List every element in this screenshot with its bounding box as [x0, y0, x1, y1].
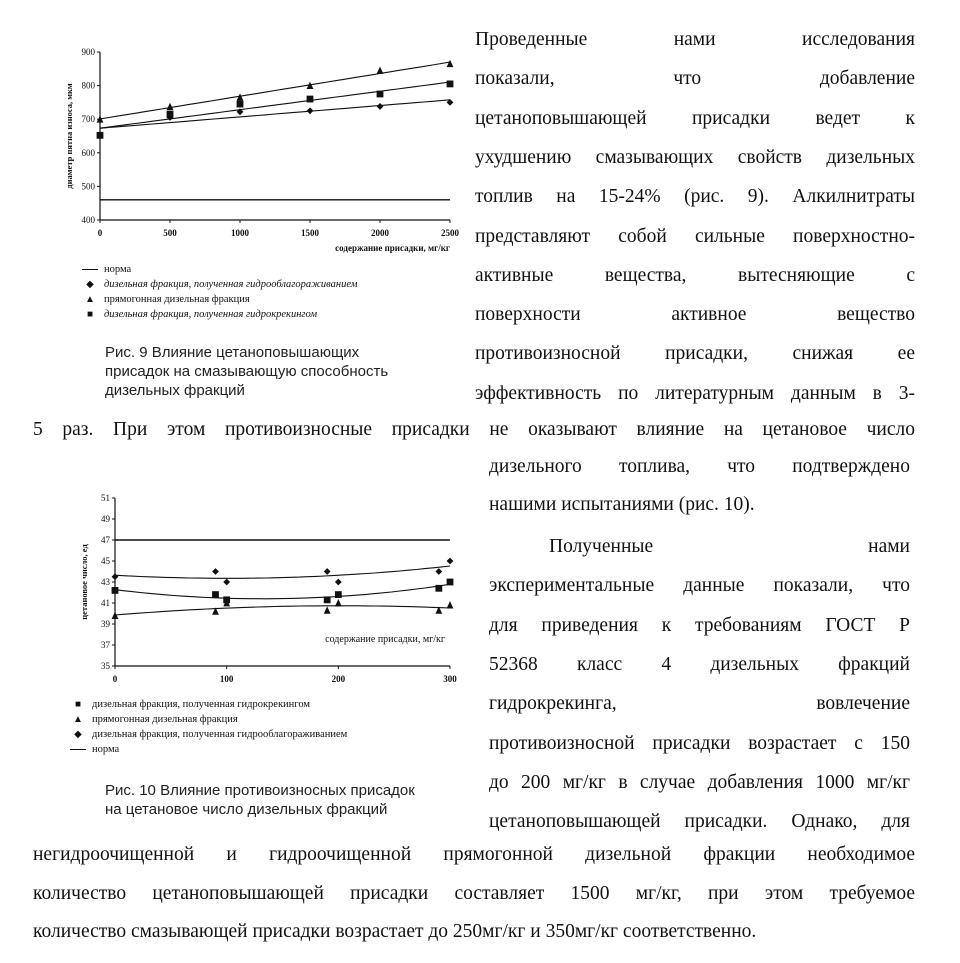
legend-marker-icon: ◆ [86, 279, 94, 290]
fig9-trend-line [100, 62, 450, 119]
fig9-trend-line [100, 82, 450, 128]
text-line: представляют собой сильные поверхностно- [475, 225, 915, 247]
fig9-y-tick-label: 900 [81, 47, 95, 57]
fig10-trend-line [115, 566, 450, 578]
fig9-legend-item [82, 307, 357, 322]
legend-label: прямогонная дизельная фракция [104, 294, 250, 305]
fig9-point-diamond [307, 107, 314, 114]
fig10-point-square [324, 596, 331, 603]
fig10-y-tick-label: 43 [101, 577, 110, 587]
text-line: 52368 класс 4 дизельных фракций [489, 653, 910, 675]
fig10-legend-item [70, 697, 347, 712]
fig10-point-square [112, 587, 119, 594]
text-line: для приведения к требованиям ГОСТ Р [489, 614, 910, 636]
text-line: противоизносной присадки возрастает с 150 [489, 732, 910, 754]
fig9-point-triangle [377, 66, 384, 73]
fig9-x-tick-label: 500 [163, 228, 177, 238]
fig10-y-tick-label: 47 [101, 535, 110, 545]
fig9-x-tick-label: 1500 [301, 228, 319, 238]
fig10-point-diamond [447, 558, 454, 565]
fig9-trend-line [100, 100, 450, 129]
text-line: до 200 мг/кг в случае добавления 1000 мг/кг [489, 771, 910, 793]
text-line: количество цетаноповышающей присадки составляет 1500 мг/кг, при этом требуемое [33, 882, 915, 904]
fig10-y-tick-label: 37 [101, 640, 110, 650]
legend-marker-icon: ◆ [74, 729, 82, 740]
fig9-point-triangle [167, 103, 174, 110]
fig9-caption-line: дизельных фракций [105, 382, 245, 399]
fig10-point-square [447, 579, 454, 586]
fig10-y-tick-label: 35 [101, 661, 110, 671]
fig10-point-triangle [335, 599, 342, 606]
fig10-point-square [335, 591, 342, 598]
fig10-x-axis-label: содержание присадки, мг/кг [325, 634, 445, 645]
fig10-trend-line [115, 584, 450, 599]
fig9-point-square [377, 91, 384, 98]
text-line: негидроочищенной и гидроочищенной прямогонной дизельной фракции необходимое [33, 844, 915, 865]
fig9-point-square [307, 96, 314, 103]
fig10-x-tick-label: 300 [443, 674, 457, 684]
text-line: показали, что добавление [475, 68, 915, 90]
fig9-y-tick-label: 600 [81, 147, 95, 158]
fig10-point-diamond [223, 579, 230, 586]
fig10-point-square [435, 585, 442, 592]
fig10-y-axis-label: цетановое число, ед [79, 544, 89, 620]
legend-marker-icon: ▲ [73, 714, 83, 725]
fig9-point-square [447, 81, 454, 88]
fig10-legend-item [70, 712, 347, 727]
fig9-y-tick-label: 700 [81, 114, 95, 125]
fig9-x-axis-label: содержание присадки, мг/кг [335, 243, 450, 253]
text-line: цетаноповышающей присадки. Однако, для [489, 811, 910, 833]
fig10-x-tick-label: 200 [331, 674, 346, 684]
fig10-y-tick-label: 49 [101, 514, 110, 524]
fig10-y-tick-label: 41 [101, 598, 110, 608]
fig10-y-tick-label: 45 [101, 556, 110, 566]
fig9-caption [105, 343, 388, 400]
fig10-trend-line [115, 606, 450, 615]
fig10-point-triangle [324, 606, 331, 613]
fig9-caption-line: Рис. 9 Влияние цетаноповышающих [105, 344, 360, 361]
fig10-legend-item [70, 742, 347, 757]
text-line: цетаноповышающей присадки ведет к [475, 107, 915, 129]
text-line: топлив на 15-24% (рис. 9). Алкилнитраты [475, 186, 915, 208]
legend-label: прямогонная дизельная фракция [92, 714, 238, 725]
fig10-legend [70, 697, 347, 757]
legend-label: норма [104, 264, 132, 275]
fig9-point-square [97, 132, 104, 139]
fig10-point-square [212, 591, 219, 598]
text-line: нашими испытаниями (рис. 10). [489, 494, 755, 515]
text-line: количество смазывающей присадки возрастает до 250мг/кг и 350мг/кг соответственно. [33, 921, 757, 942]
fig9-point-square [237, 101, 244, 108]
fig9-point-square [167, 111, 174, 118]
text-line: поверхности активное вещество [475, 304, 915, 326]
text-line: активные вещества, вытесняющие с [475, 264, 915, 286]
text-line: противоизносной присадки, снижая ее [475, 343, 915, 365]
fig10-point-diamond [335, 579, 342, 586]
text-line: дизельного топлива, что подтверждено [489, 456, 910, 477]
fig9-legend [82, 262, 357, 322]
fig10-x-tick-label: 100 [219, 674, 234, 684]
fig10-x-tick-label: 0 [112, 674, 118, 684]
fig9-point-diamond [377, 103, 384, 110]
legend-marker-icon: ▲ [85, 294, 95, 305]
fig9-y-axis-label: диаметр пятна износа, мкм [64, 83, 74, 189]
fig10-chart [60, 490, 465, 695]
fig9-chart [50, 40, 460, 265]
legend-marker-icon: ■ [74, 699, 82, 710]
legend-line-icon [70, 742, 86, 757]
legend-label: дизельная фракция, полученная гидрокрекингом [104, 309, 318, 320]
fig9-x-tick-label: 1000 [231, 228, 249, 238]
fig9-legend-item [82, 262, 357, 277]
fig9-x-tick-label: 2000 [371, 228, 389, 238]
fig9-y-tick-label: 800 [81, 80, 95, 91]
text-line: экспериментальные данные показали, что [489, 575, 910, 597]
fig10-legend-item [70, 727, 347, 742]
text-line: ухудшению смазывающих свойств дизельных [475, 146, 915, 168]
fig9-y-tick-label: 400 [81, 215, 95, 225]
fig10-point-diamond [212, 568, 219, 575]
fig9-legend-item [82, 292, 357, 307]
fig10-y-tick-label: 39 [101, 619, 110, 629]
fig9-point-triangle [447, 60, 454, 67]
fig10-y-tick-label: 51 [101, 493, 110, 503]
fig9-caption-line: присадок на смазывающую способность [105, 363, 389, 380]
fig10-point-diamond [324, 568, 331, 575]
legend-label: дизельная фракция, полученная гидрооблагораживанием [104, 279, 358, 290]
legend-line-icon [82, 262, 98, 277]
fig10-caption [105, 781, 415, 819]
legend-marker-icon: ■ [86, 309, 94, 320]
text-line-full: 5 раз. При этом противоизносные присадки не оказывают влияние на цетановое число [33, 419, 915, 440]
fig10-point-triangle [447, 601, 454, 608]
text-line: эффективность по литературным данным в 3- [475, 382, 915, 404]
text-line: гидрокрекинга, вовлечение [489, 693, 910, 715]
fig9-legend-item [82, 277, 357, 292]
text-line: Проведенные нами исследования [475, 29, 915, 50]
fig10-point-diamond [435, 568, 442, 575]
text-line: Полученные нами [549, 536, 910, 557]
fig10-caption-line: Рис. 10 Влияние противоизносных присадок [105, 782, 415, 799]
fig9-x-tick-label: 0 [97, 228, 103, 238]
fig9-y-tick-label: 500 [81, 181, 95, 192]
legend-label: норма [92, 744, 120, 755]
fig9-x-tick-label: 2500 [441, 228, 459, 238]
fig10-point-diamond [112, 573, 119, 580]
fig10-caption-line: на цетановое число дизельных фракций [105, 801, 388, 818]
legend-label: дизельная фракция, полученная гидрооблагораживанием [92, 729, 348, 740]
legend-label: дизельная фракция, полученная гидрокрекингом [92, 699, 311, 710]
